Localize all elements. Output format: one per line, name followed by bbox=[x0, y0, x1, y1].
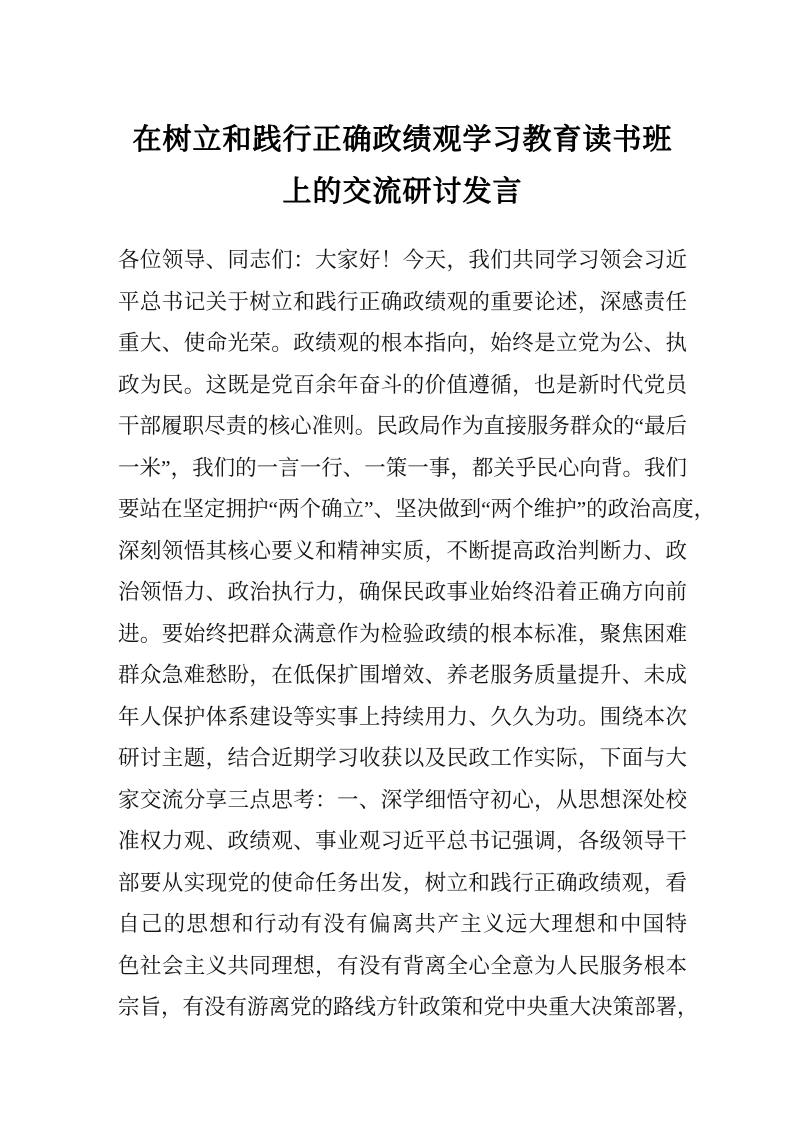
body-text-line: 重大、使命光荣。政绩观的根本指向，始终是立党为公、执 bbox=[118, 331, 687, 355]
body-text-line: 一米”，我们的一言一行、一策一事，都关乎民心向背。我们 bbox=[118, 455, 687, 480]
body-text-line: 群众急难愁盼，在低保扩围增效、养老服务质量提升、未成 bbox=[118, 663, 687, 687]
body-text-line: 宗旨，有没有游离党的路线方针政策和党中央重大决策部署， bbox=[118, 995, 699, 1019]
body-text-line: 色社会主义共同理想，有没有背离全心全意为人民服务根本 bbox=[118, 953, 687, 978]
body-text-line: 研讨主题，结合近期学习收获以及民政工作实际，下面与大 bbox=[118, 746, 687, 770]
body-text-line: 政为民。这既是党百余年奋斗的价值遵循，也是新时代党员 bbox=[118, 372, 687, 397]
body-text-line: 要站在坚定拥护“两个确立”、坚决做到“两个维护”的政治高度， bbox=[118, 497, 716, 521]
body-text-line: 干部履职尽责的核心准则。民政局作为直接服务群众的“最后 bbox=[118, 414, 687, 438]
body-text-line: 平总书记关于树立和践行正确政绩观的重要论述，深感责任 bbox=[118, 289, 687, 314]
body-text-line: 准权力观、政绩观、事业观习近平总书记强调，各级领导干 bbox=[118, 829, 687, 853]
document-title-line-2: 上的交流研讨发言 bbox=[282, 176, 523, 208]
document-body bbox=[118, 240, 716, 1029]
body-text-line: 进。要始终把群众满意作为检验政绩的根本标准，聚焦困难 bbox=[118, 621, 687, 646]
body-text-line: 治领悟力、政治执行力，确保民政事业始终沿着正确方向前 bbox=[118, 580, 687, 604]
body-text-line: 部要从实现党的使命任务出发，树立和践行正确政绩观，看 bbox=[118, 870, 687, 895]
body-text-line: 深刻领悟其核心要义和精神实质，不断提高政治判断力、政 bbox=[118, 538, 687, 563]
document-title-line-1: 在树立和践行正确政绩观学习教育读书班 bbox=[132, 124, 673, 156]
body-text-line: 年人保护体系建设等实事上持续用力、久久为功。围绕本次 bbox=[118, 704, 687, 729]
body-text-line: 自己的思想和行动有没有偏离共产主义远大理想和中国特 bbox=[118, 912, 687, 936]
document-title bbox=[118, 114, 687, 218]
body-text-line: 家交流分享三点思考：一、深学细悟守初心，从思想深处校 bbox=[118, 787, 687, 812]
body-text-line: 各位领导、同志们：大家好！今天，我们共同学习领会习近 bbox=[118, 248, 687, 272]
